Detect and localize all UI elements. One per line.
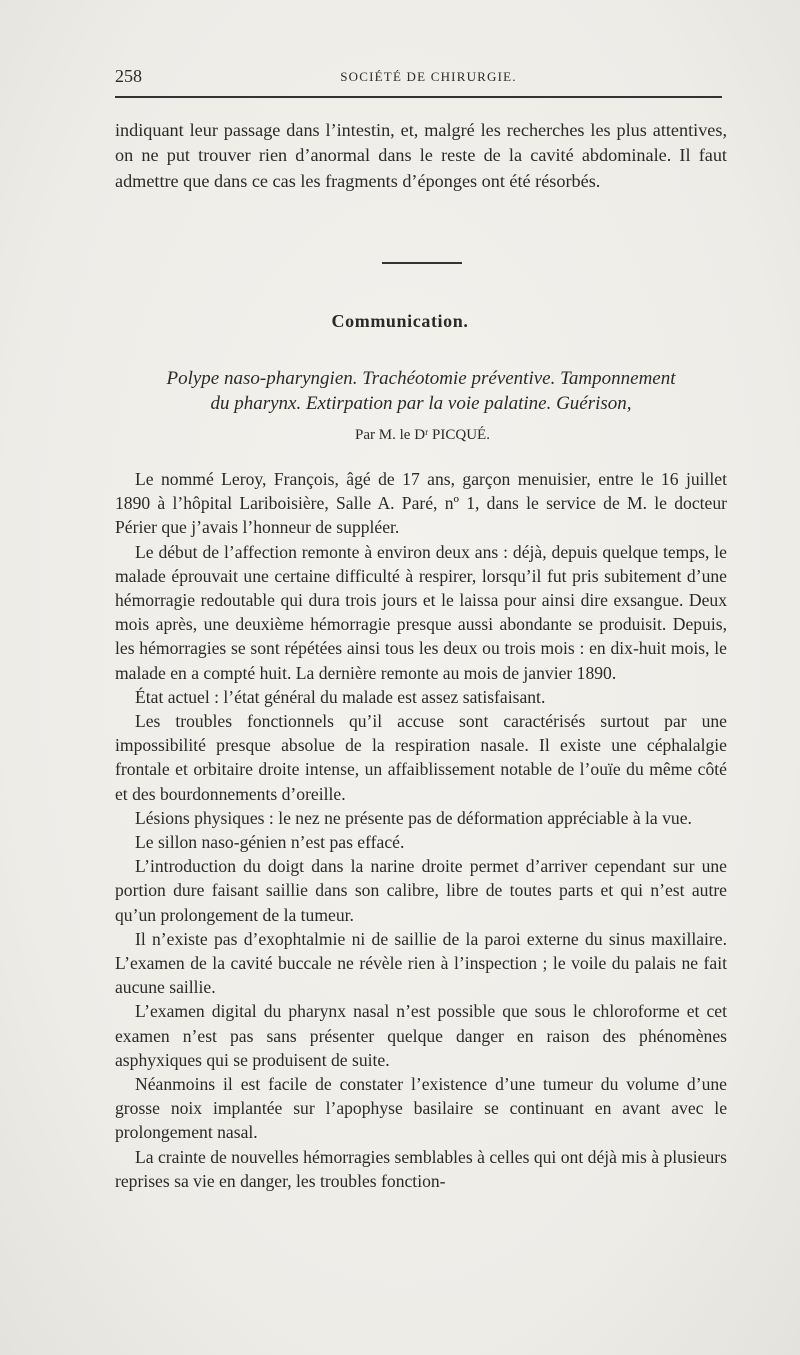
continued-paragraph [115, 118, 727, 194]
paragraph: Les troubles fonctionnels qu’il accuse sont caractérisés surtout par une impossibilité presque absolue de la respiration nasale. Il existe une céphalalgie frontale et orbitaire droite intense, un affaiblissement notable de l’ouïe du même côté et des bourdonnements d’oreille. [115, 711, 727, 804]
paragraph: Le début de l’affection remonte à environ deux ans : déjà, depuis quelque temps, le malade éprouvait une certaine difficulté à respirer, lorsqu’il fut pris subitement d’une hémorragie redoutable qui dura trois jours et le laissa pour ainsi dire exsangue. Deux mois après, une deuxième hémorragie presque aussi abondante se produisit. Depuis, les hémorragies se sont répétées ainsi tous les deux ou trois mois : en dix-huit mois, le malade en a compté huit. La dernière remonte au mois de janvier 1890. [115, 541, 727, 683]
paragraph: L’introduction du doigt dans la narine droite permet d’arriver cependant sur une portion dure faisant saillie dans son calibre, libre de toutes parts et qui n’est autre qu’un prolongement de la tumeur. [115, 856, 727, 925]
article-title-line-1: Polype naso-pharyngien. Trachéotomie préventive. Tamponnement [166, 368, 676, 389]
running-title: SOCIÉTÉ DE CHIRURGIE. [340, 69, 517, 84]
article-title-line-2: du pharynx. Extirpation par la voie palatine. Guérison, [210, 393, 632, 414]
paragraph: État actuel : l’état général du malade est assez satisfaisant. [135, 686, 546, 707]
paragraph: Lésions physiques : le nez ne présente pas de déformation appréciable à la vue. [135, 807, 692, 828]
header-rule [115, 96, 722, 98]
section-title: Communication. [331, 311, 469, 331]
article-title [115, 366, 727, 416]
paragraph: La crainte de nouvelles hémorragies semblables à celles qui ont déjà mis à plusieurs reprises sa vie en danger, les troubles fonction- [115, 1146, 727, 1191]
article-body [115, 467, 727, 1193]
paragraph: L’examen digital du pharynx nasal n’est possible que sous le chloroforme et cet examen n’est pas sans présenter quelque danger en raison des phénomènes asphyxiques qui se produisent de suite. [115, 1001, 727, 1070]
page-header [115, 66, 722, 92]
paragraph: Néanmoins il est facile de constater l’existence d’une tumeur du volume d’une grosse noix implantée sur l’apophyse basilaire se continuant en avant avec le prolongement nasal. [115, 1074, 727, 1143]
paragraph: Le sillon naso-génien n’est pas effacé. [135, 832, 405, 853]
section-divider [382, 262, 462, 264]
article-byline: Par M. le Dʳ PICQUÉ. [355, 427, 490, 443]
paragraph: Il n’existe pas d’exophtalmie ni de saillie de la paroi externe du sinus maxillaire. L’examen de la cavité buccale ne révèle rien à l’inspection ; le voile du palais ne fait aucune saillie. [115, 928, 727, 998]
page-number: 258 [115, 66, 142, 86]
paragraph: indiquant leur passage dans l’intestin, et, malgré les recherches les plus attentives, on ne put trouver rien d’anormal dans le reste de la cavité abdominale. Il faut admettre que dans ce cas les fragments d’éponges ont été résorbés. [115, 120, 727, 191]
paragraph: Le nommé Leroy, François, âgé de 17 ans, garçon menuisier, entre le 16 juillet 1890 à l’hôpital Lariboisière, Salle A. Paré, nº 1, dans le service de M. le docteur Périer que j’avais l’honneur de suppléer. [115, 469, 727, 538]
